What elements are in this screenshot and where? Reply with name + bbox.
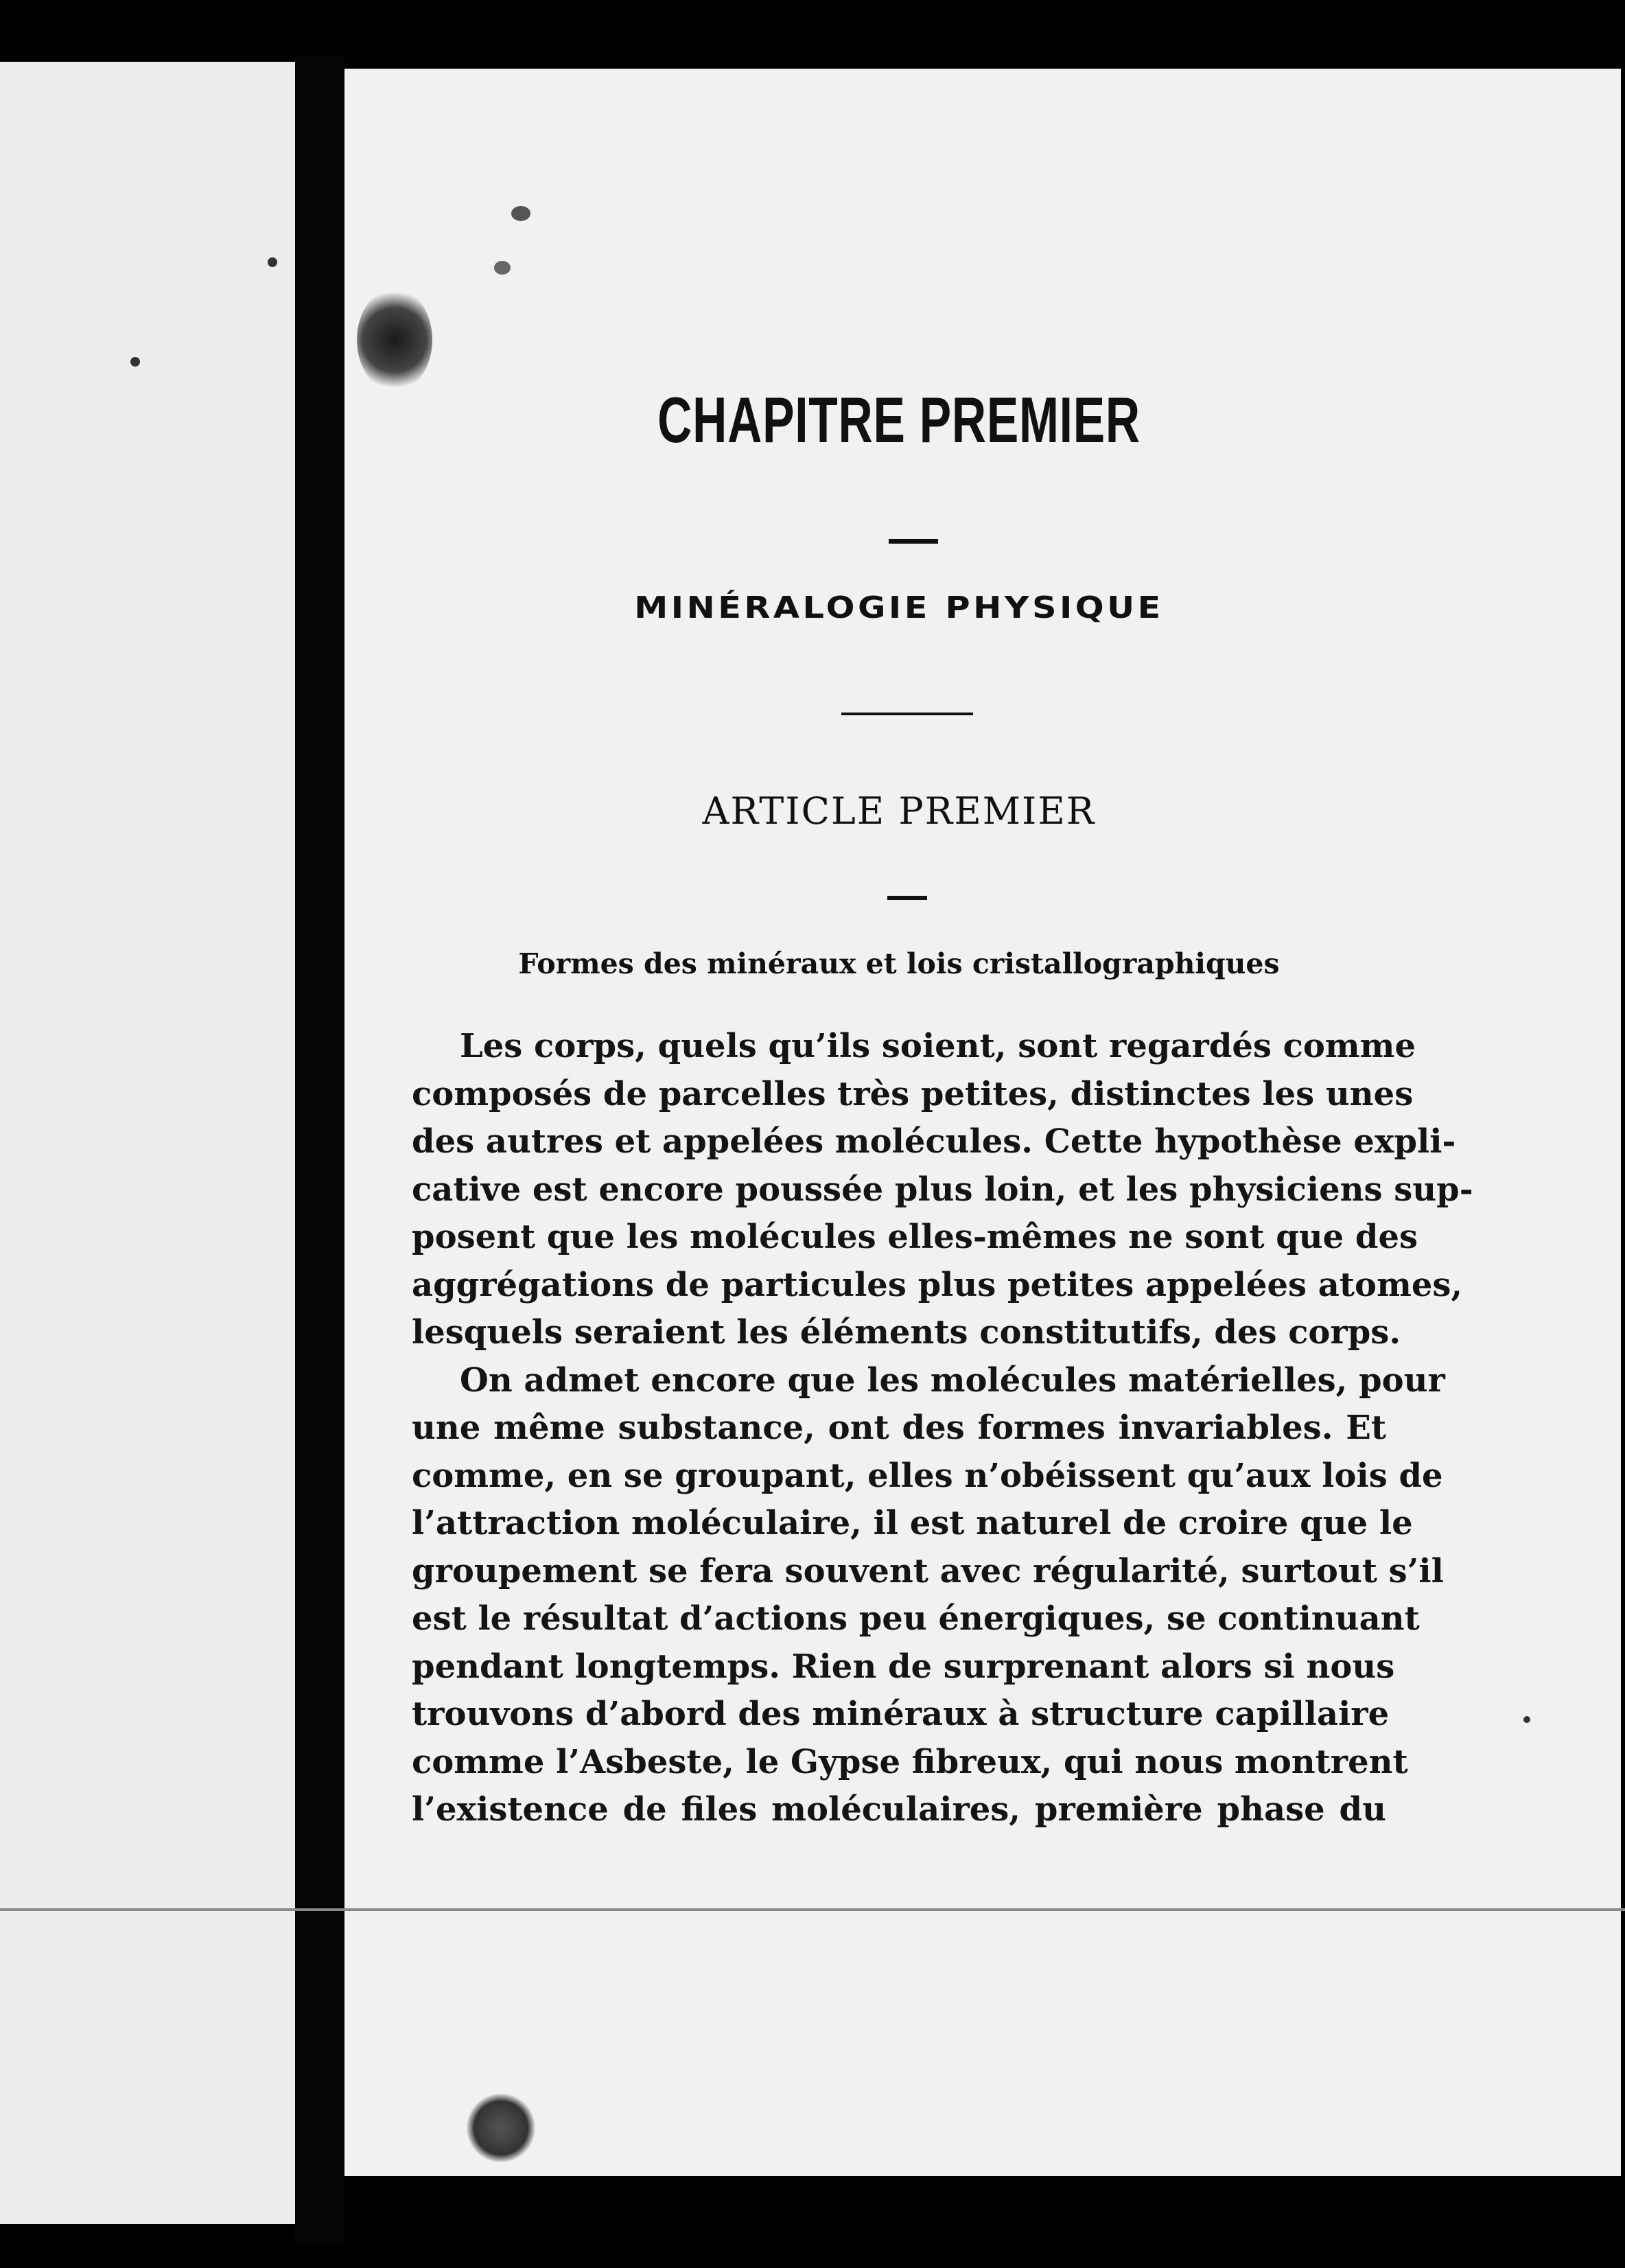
text-line: groupement se fera souvent avec régularité, surtout s’il	[412, 1551, 1444, 1590]
text-line: l’existence de files moléculaires, première phase du	[412, 1790, 1386, 1829]
left-page-margin	[0, 62, 295, 2224]
ink-speck	[1523, 1716, 1530, 1723]
text-line: pendant longtemps. Rien de surprenant alors si nous	[412, 1647, 1395, 1686]
stain-mark	[467, 2094, 535, 2162]
scan-artifact-line	[0, 1908, 1625, 1911]
text-line: aggrégations de particules plus petites appelées atomes,	[412, 1265, 1463, 1304]
text-line: l’attraction moléculaire, il est naturel de croire que le	[412, 1504, 1413, 1542]
text-line: Les corps, quels qu’ils soient, sont regardés comme	[460, 1027, 1416, 1065]
text-line: trouvons d’abord des minéraux à structure capillaire	[412, 1695, 1390, 1733]
ink-speck	[511, 206, 530, 221]
text-line: est le résultat d’actions peu énergiques, se continuant	[412, 1599, 1420, 1638]
article-title: ARTICLE PREMIER	[702, 789, 1096, 833]
book-gutter	[295, 55, 344, 2245]
text-line: des autres et appelées molécules. Cette hypothèse expli-	[412, 1122, 1456, 1161]
text-line: On admet encore que les molécules matérielles, pour	[460, 1361, 1445, 1400]
article-subtitle: Formes des minéraux et lois cristallographiques	[518, 947, 1280, 980]
text-line: comme l’Asbeste, le Gypse fibreux, qui nous montrent	[412, 1742, 1408, 1781]
chapter-title: CHAPITRE PREMIER	[657, 384, 1141, 456]
text-line: cative est encore poussée plus loin, et les physiciens sup-	[412, 1170, 1473, 1209]
ink-speck	[268, 257, 277, 267]
ink-blot	[357, 288, 432, 391]
ink-speck	[494, 261, 511, 275]
text-line: composés de parcelles très petites, distinctes les unes	[412, 1074, 1414, 1113]
section-rule	[841, 713, 973, 715]
body-text	[412, 1023, 1473, 1834]
chapter-separator	[889, 539, 938, 544]
text-line: une même substance, ont des formes invariables. Et	[412, 1409, 1386, 1447]
text-line: posent que les molécules elles-mêmes ne sont que des	[412, 1218, 1418, 1256]
section-title: MINÉRALOGIE PHYSIQUE	[634, 590, 1164, 625]
ink-speck	[130, 357, 140, 367]
text-line: lesquels seraient les éléments constitutifs, des corps.	[412, 1313, 1401, 1352]
text-line: comme, en se groupant, elles n’obéissent qu’aux lois de	[412, 1456, 1443, 1495]
article-separator	[887, 896, 927, 900]
